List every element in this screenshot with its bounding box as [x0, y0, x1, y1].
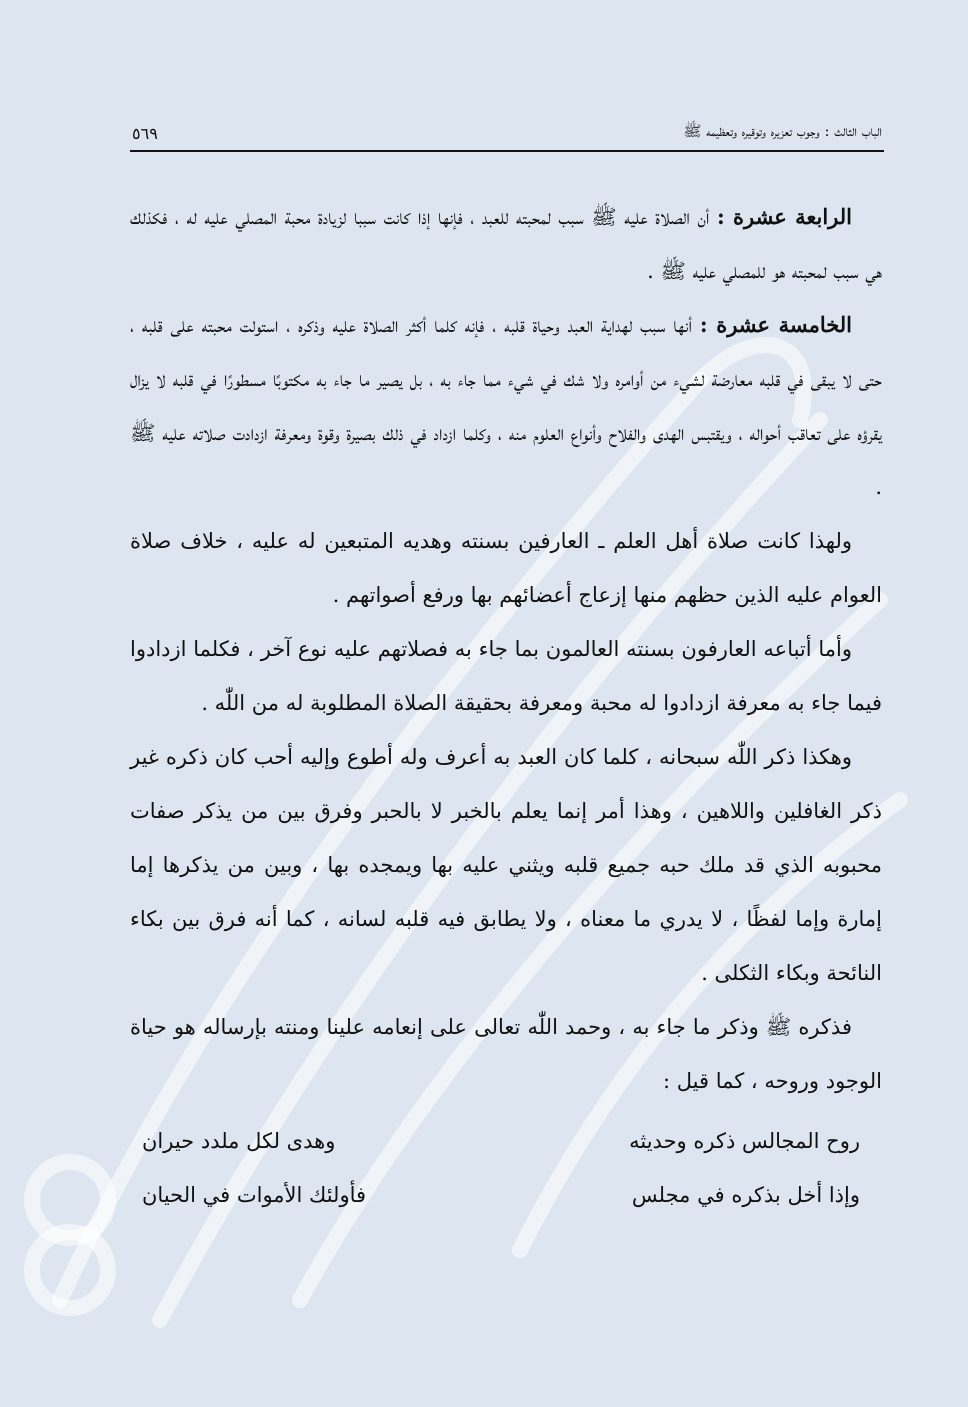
- poem: [130, 1114, 882, 1222]
- paragraph: فذكره ﷺ وذكر ما جاء به ، وحمد اللّٰه تعالى على إنعامه علينا ومنته بإرساله هو حياة الوجود وروحه ، كما قيل :: [130, 1015, 882, 1093]
- paragraph: وأما أتباعه العارفون بسنته العالمون بما جاء به فصلاتهم عليه نوع آخر ، فكلما ازدادوا فيما جاء به معرفة ازدادوا له محبة ومعرفة بحقيقة الصلاة المطلوبة له من اللّٰه .: [130, 637, 882, 715]
- paragraph: ولهذا كانت صلاة أهل العلم ـ العارفين بسنته وهديه المتبعين له عليه ، خلاف صلاة العوام عليه الذين حظهم منها إزعاج أعضائهم بها ورفع أصواتهم .: [130, 529, 882, 607]
- poem-line: [130, 1114, 882, 1168]
- paragraph: وهكذا ذكر اللّٰه سبحانه ، كلما كان العبد به أعرف وله أطوع وإليه أحب كان ذكره غير ذكر الغافلين واللاهين ، وهذا أمر إنما يعلم بالخبر لا بالحبر وفرق بين من يذكر صفات محبوبه الذي قد ملك حبه جميع قلبه ويثني عليه بها ويمجده بها ، وبين من يذكرها إما إمارة وإما لفظًا ، لا يدري ما معناه ، ولا يطابق فيه قلبه لسانه ، كما أنه فرق بين بكاء النائحة وبكاء الثكلى .: [130, 745, 882, 985]
- hemistich-first: وإذا أخل بذكره في مجلس: [631, 1183, 860, 1207]
- running-header: [132, 118, 882, 148]
- hemistich-first: روح المجالس ذكره وحديثه: [629, 1129, 860, 1153]
- chapter-title: الباب الثالث : وجوب تعزيره وتوقيره وتعظيمه ﷺ: [683, 122, 882, 140]
- hemistich-second: وهدى لكل ملدد حيران: [142, 1129, 336, 1153]
- paragraph-text: أن الصلاة عليه ﷺ سبب لمحبته للعبد ، فإنها إذا كانت سببا لزيادة محبة المصلي عليه له ، فكذلك هي سبب لمحبته هو للمصلي عليه ﷺ .: [130, 205, 882, 283]
- paragraph-lead: الرابعة عشرة :: [716, 204, 852, 229]
- main-text: [130, 190, 882, 1222]
- page-number: ٥٦٩: [132, 123, 158, 143]
- paragraph-text: أنها سبب لهداية العبد وحياة قلبه ، فإنه كلما أكثر الصلاة عليه وذكره ، استولت محبته على قلبه ، حتى لا يبقى في قلبه معارضة لشيء من أوامره ولا شك في شيء مما جاء به ، بل يصير ما جاء به مكتوبًا مسطورًا في قلبه لا يزال يقرؤه على تعاقب أحواله ، ويقتبس الهدى والفلاح وأنواع العلوم منه ، وكلما ازداد في ذلك بصيرة وقوة ومعرفة ازدادت صلاته عليه ﷺ .: [130, 313, 882, 499]
- hemistich-second: فأولئك الأموات في الحيان: [142, 1183, 367, 1207]
- poem-line: [130, 1168, 882, 1222]
- paragraph-15: [130, 298, 882, 514]
- paragraph-14: [130, 190, 882, 298]
- header-rule: [130, 150, 884, 152]
- paragraph-lead: الخامسة عشرة :: [699, 312, 853, 337]
